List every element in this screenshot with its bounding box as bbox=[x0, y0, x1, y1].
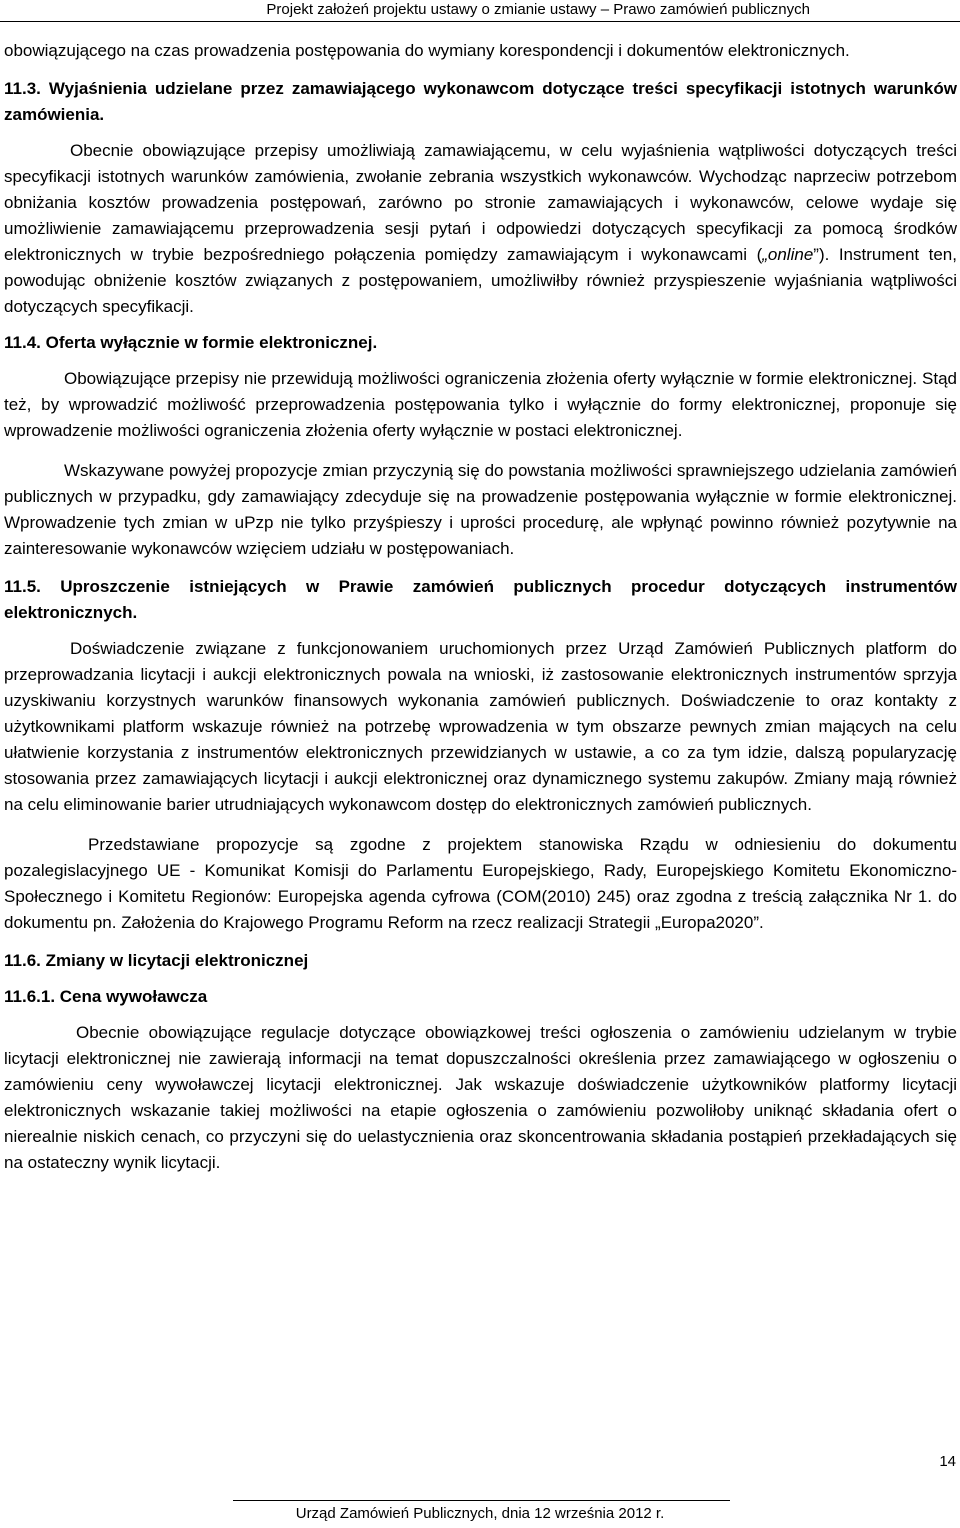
paragraph-11-6-1: Obecnie obowiązujące regulacje dotyczące obowiązkowej treści ogłoszenia o zamówieniu udzielanym w trybie licytacji elektronicznej nie zawierają informacji na temat dopuszczalności określenia przez zamawiającego w ogłoszeniu o zamówieniu ceny wywoławczej licytacji elektronicznej. Jak wskazuje doświadczenie użytkowników platformy licytacji elektronicznych wskazanie takiej możliwości na etapie ogłoszenia o zamówieniu pozwoliłoby uniknąć składania ofert o nierealnie niskich cenach, co przyczyni się do uelastycznienia oraz skoncentrowania składania postąpień przekładających się na ostateczny wynik licytacji. bbox=[4, 1023, 957, 1172]
page-number: 14 bbox=[939, 1453, 956, 1470]
header-title: Projekt założeń projektu ustawy o zmianie ustawy – Prawo zamówień publicznych bbox=[266, 1, 810, 18]
section-heading-11-6: 11.6. Zmiany w licytacji elektronicznej bbox=[4, 951, 309, 970]
document-body bbox=[4, 38, 957, 1176]
paragraph-11-3-tail: ”). Instrument ten, powodując obniżenie kosztów związanych z postępowaniem, umożliwiłby również przyspieszenie wyjaśniania wątpliwości dotyczących specyfikacji. bbox=[4, 245, 957, 316]
paragraph-11-5-b: Przedstawiane propozycje są zgodne z projektem stanowiska Rządu w odniesieniu do dokumentu pozalegislacyjnego UE - Komunikat Komisji do Parlamentu Europejskiego, Rady, Europejskiego Komitetu Ekonomiczno-Społecznego i Komitetu Regionów: Europejska agenda cyfrowa (COM(2010) 245) oraz zgodna z treścią załącznika Nr 1. do dokumentu pn. Założenia do Krajowego Programu Reform na rzecz realizacji Strategii „Europa2020”. bbox=[4, 835, 957, 932]
footer-text: Urząd Zamówień Publicznych, dnia 12 września 2012 r. bbox=[295, 1505, 665, 1522]
section-heading-11-3: 11.3. Wyjaśnienia udzielane przez zamawiającego wykonawcom dotyczące treści specyfikacji istotnych warunków zamówienia. bbox=[4, 79, 957, 124]
paragraph-11-3 bbox=[4, 138, 957, 320]
paragraph-11-5-a: Doświadczenie związane z funkcjonowaniem uruchomionych przez Urząd Zamówień Publicznych platform do przeprowadzania licytacji i aukcji elektronicznych powala na wnioski, iż zastosowanie elektronicznych instrumentów sprzyja uzyskiwaniu korzystnych warunków finansowych wykonania zamówień publicznych. Doświadczenie to oraz kontakty z użytkownikami platform wskazuje również na potrzebę wprowadzenia w tym obszarze pewnych zmian mających na celu ułatwienie korzystania z instrumentów elektronicznych przewidzianych w ustawie, a co za tym idzie, dalszą popularyzację stosowania przez zamawiających licytacji i aukcji elektronicznej oraz dynamicznego systemu zakupów. Zmiany mają również na celu eliminowanie barier utrudniających wykonawcom dostęp do elektronicznych zamówień publicznych. bbox=[4, 639, 957, 814]
page-header bbox=[0, 0, 960, 22]
section-heading-11-6-1: 11.6.1. Cena wywoławcza bbox=[4, 987, 208, 1006]
section-heading-11-5: 11.5. Uproszczenie istniejących w Prawie zamówień publicznych procedur dotyczących instrumentów elektronicznych. bbox=[4, 577, 957, 622]
page-footer bbox=[0, 1504, 960, 1524]
paragraph-11-4-b: Wskazywane powyżej propozycje zmian przyczynią się do powstania możliwości sprawniejszego udzielania zamówień publicznych w przypadku, gdy zamawiający zdecyduje się na prowadzenie postępowania wyłącznie w formie elektronicznej. Wprowadzenie tych zmian w uPzp nie tylko przyśpieszy i uprości procedurę, ale wpłynąć powinno również pozytywnie na zainteresowanie wykonawców wzięciem udziału w postępowaniach. bbox=[4, 461, 957, 558]
footer-divider bbox=[233, 1500, 730, 1501]
online-term: „online bbox=[762, 245, 814, 264]
intro-paragraph: obowiązującego na czas prowadzenia postępowania do wymiany korespondencji i dokumentów elektronicznych. bbox=[4, 41, 850, 60]
paragraph-11-3-text: Obecnie obowiązujące przepisy umożliwiają zamawiającemu, w celu wyjaśnienia wątpliwości dotyczących treści specyfikacji istotnych warunków zamówienia, zwołanie zebrania wszystkich wykonawców. Wychodząc naprzeciw potrzebom obniżania kosztów prowadzenia postępowań, zarówno po stronie zamawiających i wykonawców, celowe wydaje się umożliwienie zamawiającemu przeprowadzenia sesji pytań i odpowiedzi dotyczących specyfikacji za pomocą środków elektronicznych w trybie bezpośredniego połączenia pomiędzy zamawiającym i wykonawcami ( bbox=[4, 141, 957, 264]
section-heading-11-4: 11.4. Oferta wyłącznie w formie elektronicznej. bbox=[4, 333, 378, 352]
paragraph-11-4-a: Obowiązujące przepisy nie przewidują możliwości ograniczenia złożenia oferty wyłącznie w formie elektronicznej. Stąd też, by wprowadzić możliwość przeprowadzenia postępowania tylko i wyłącznie do formy elektronicznej, proponuje się wprowadzenie możliwości ograniczenia złożenia oferty wyłącznie w postaci elektronicznej. bbox=[4, 369, 957, 440]
